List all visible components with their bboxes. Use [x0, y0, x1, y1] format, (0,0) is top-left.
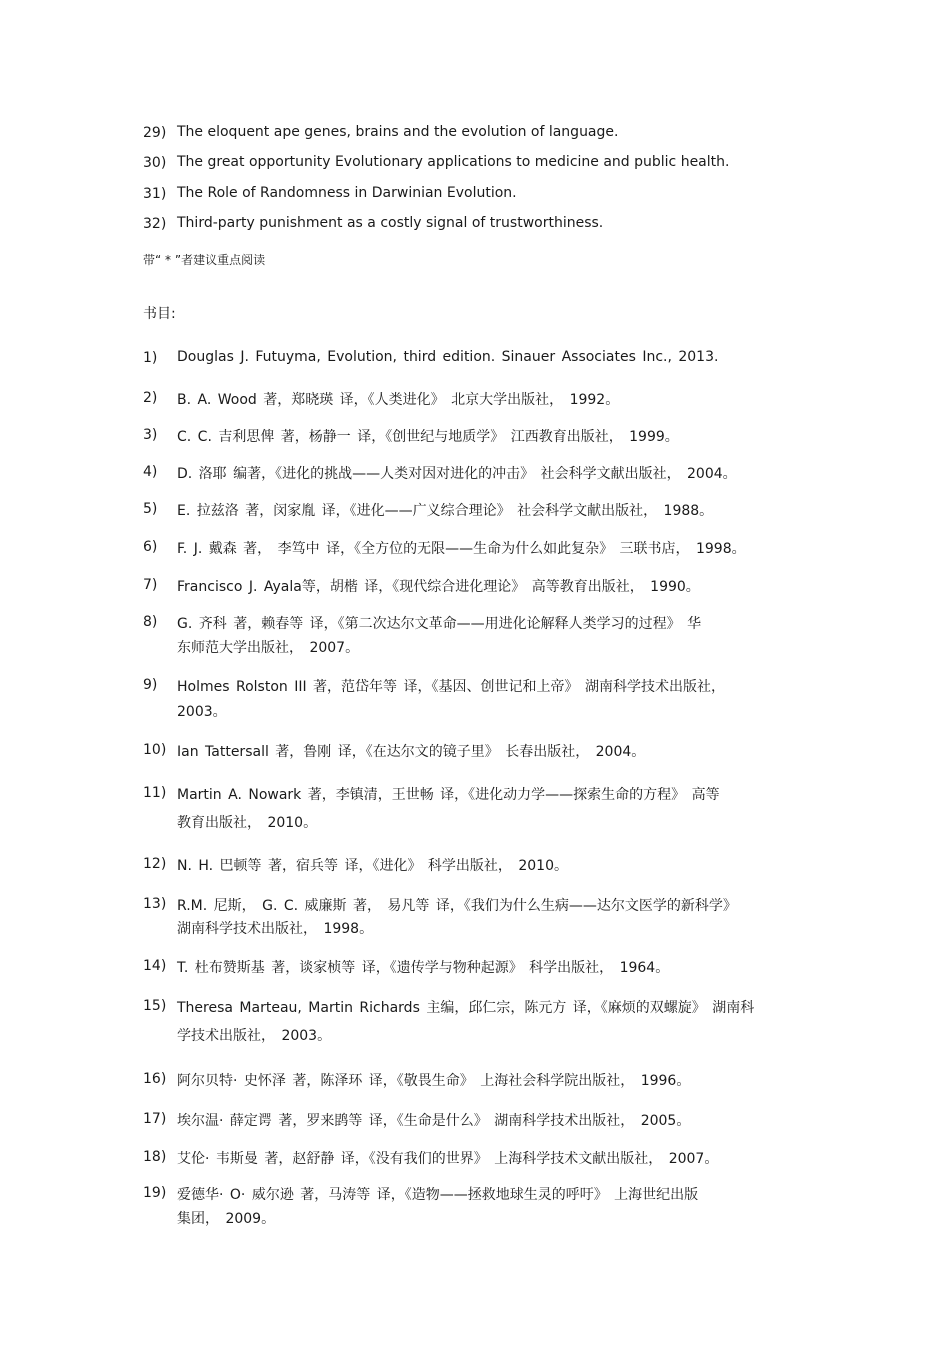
item-number: 17): [143, 1111, 167, 1127]
item-number: 31): [143, 186, 167, 202]
item-text-continued: 学技术出版社， 2003。: [177, 1028, 332, 1044]
item-number: 4): [143, 464, 158, 480]
item-text: Ian Tattersall 著，鲁刚 译，《在达尔文的镜子里》 长春出版社， 2004。: [177, 744, 646, 760]
item-text-continued: 集团， 2009。: [177, 1211, 276, 1227]
item-text: The great opportunity Evolutionary applications to medicine and public health.: [177, 154, 730, 170]
item-text: 埃尔温· 薛定谔 著，罗来鹍等 译，《生命是什么》 湖南科学技术出版社， 2005。: [177, 1113, 691, 1129]
item-text: 艾伦· 韦斯曼 著，赵舒静 译，《没有我们的世界》 上海科学技术文献出版社， 2007。: [177, 1151, 719, 1167]
item-text: The Role of Randomness in Darwinian Evolution.: [177, 185, 517, 201]
item-text: F. J. 戴森 著， 李笃中 译，《全方位的无限——生命为什么如此复杂》 三联书店， 1998。: [177, 541, 746, 557]
item-number: 11): [143, 785, 167, 801]
item-text: 阿尔贝特· 史怀泽 著，陈泽环 译，《敬畏生命》 上海社会科学院出版社， 1996。: [177, 1073, 691, 1089]
item-number: 1): [143, 350, 158, 366]
item-text: Holmes Rolston III 著，范岱年等 译，《基因、创世记和上帝》 湖南科学技术出版社，: [177, 679, 725, 695]
item-number: 7): [143, 577, 158, 593]
item-number: 14): [143, 958, 167, 974]
item-text: G. 齐科 著，赖春等 译，《第二次达尔文革命——用进化论解释人类学习的过程》 华: [177, 616, 702, 632]
item-number: 18): [143, 1149, 167, 1165]
item-number: 16): [143, 1071, 167, 1087]
item-text: Douglas J. Futuyma, Evolution, third edition. Sinauer Associates Inc., 2013.: [177, 349, 719, 365]
item-text: Theresa Marteau, Martin Richards 主编，邱仁宗，陈元方 译，《麻烦的双螺旋》 湖南科: [177, 1000, 755, 1016]
item-text: 爱德华· O· 威尔逊 著，马涛等 译，《造物——拯救地球生灵的呼吁》 上海世纪出版: [177, 1187, 699, 1203]
item-text: N. H. 巴顿等 著，宿兵等 译，《进化》 科学出版社， 2010。: [177, 858, 568, 874]
item-text: The eloquent ape genes, brains and the evolution of language.: [177, 124, 619, 140]
item-number: 5): [143, 501, 158, 517]
item-text: Francisco J. Ayala等，胡楷 译，《现代综合进化理论》 高等教育出版社， 1990。: [177, 579, 700, 595]
item-text: Martin A. Nowark 著，李镇清，王世畅 译，《进化动力学——探索生命的方程》 高等: [177, 787, 720, 803]
item-number: 12): [143, 856, 167, 872]
item-text: C. C. 吉利思俾 著，杨静一 译，《创世纪与地质学》 江西教育出版社， 1999。: [177, 429, 679, 445]
item-number: 9): [143, 677, 158, 693]
item-number: 32): [143, 216, 167, 232]
item-text-continued: 东师范大学出版社， 2007。: [177, 640, 360, 656]
reading-note: 带“ * ”者建议重点阅读: [143, 253, 266, 267]
item-number: 10): [143, 742, 167, 758]
item-number: 15): [143, 998, 167, 1014]
item-number: 30): [143, 155, 167, 171]
item-text-continued: 教育出版社， 2010。: [177, 815, 318, 831]
item-number: 3): [143, 427, 158, 443]
item-number: 19): [143, 1185, 167, 1201]
bibliography-heading: 书目:: [143, 306, 176, 322]
item-text: D. 洛耶 编著，《进化的挑战——人类对因对进化的冲击》 社会科学文献出版社， 2004。: [177, 466, 737, 482]
item-text: B. A. Wood 著，郑晓瑛 译，《人类进化》 北京大学出版社， 1992。: [177, 392, 620, 408]
item-text: Third-party punishment as a costly signal of trustworthiness.: [177, 215, 604, 231]
item-number: 13): [143, 896, 167, 912]
item-text: R.M. 尼斯， G. C. 威廉斯 著， 易凡等 译，《我们为什么生病——达尔文医学的新科学》: [177, 898, 737, 914]
item-text: T. 杜布赞斯基 著，谈家桢等 译，《遗传学与物种起源》 科学出版社， 1964。: [177, 960, 670, 976]
item-number: 8): [143, 614, 158, 630]
item-number: 2): [143, 390, 158, 406]
item-number: 29): [143, 125, 167, 141]
item-text: E. 拉兹洛 著，闵家胤 译，《进化——广义综合理论》 社会科学文献出版社， 1988。: [177, 503, 714, 519]
item-text-continued: 2003。: [177, 704, 227, 720]
item-number: 6): [143, 539, 158, 555]
item-text-continued: 湖南科学技术出版社， 1998。: [177, 921, 374, 937]
